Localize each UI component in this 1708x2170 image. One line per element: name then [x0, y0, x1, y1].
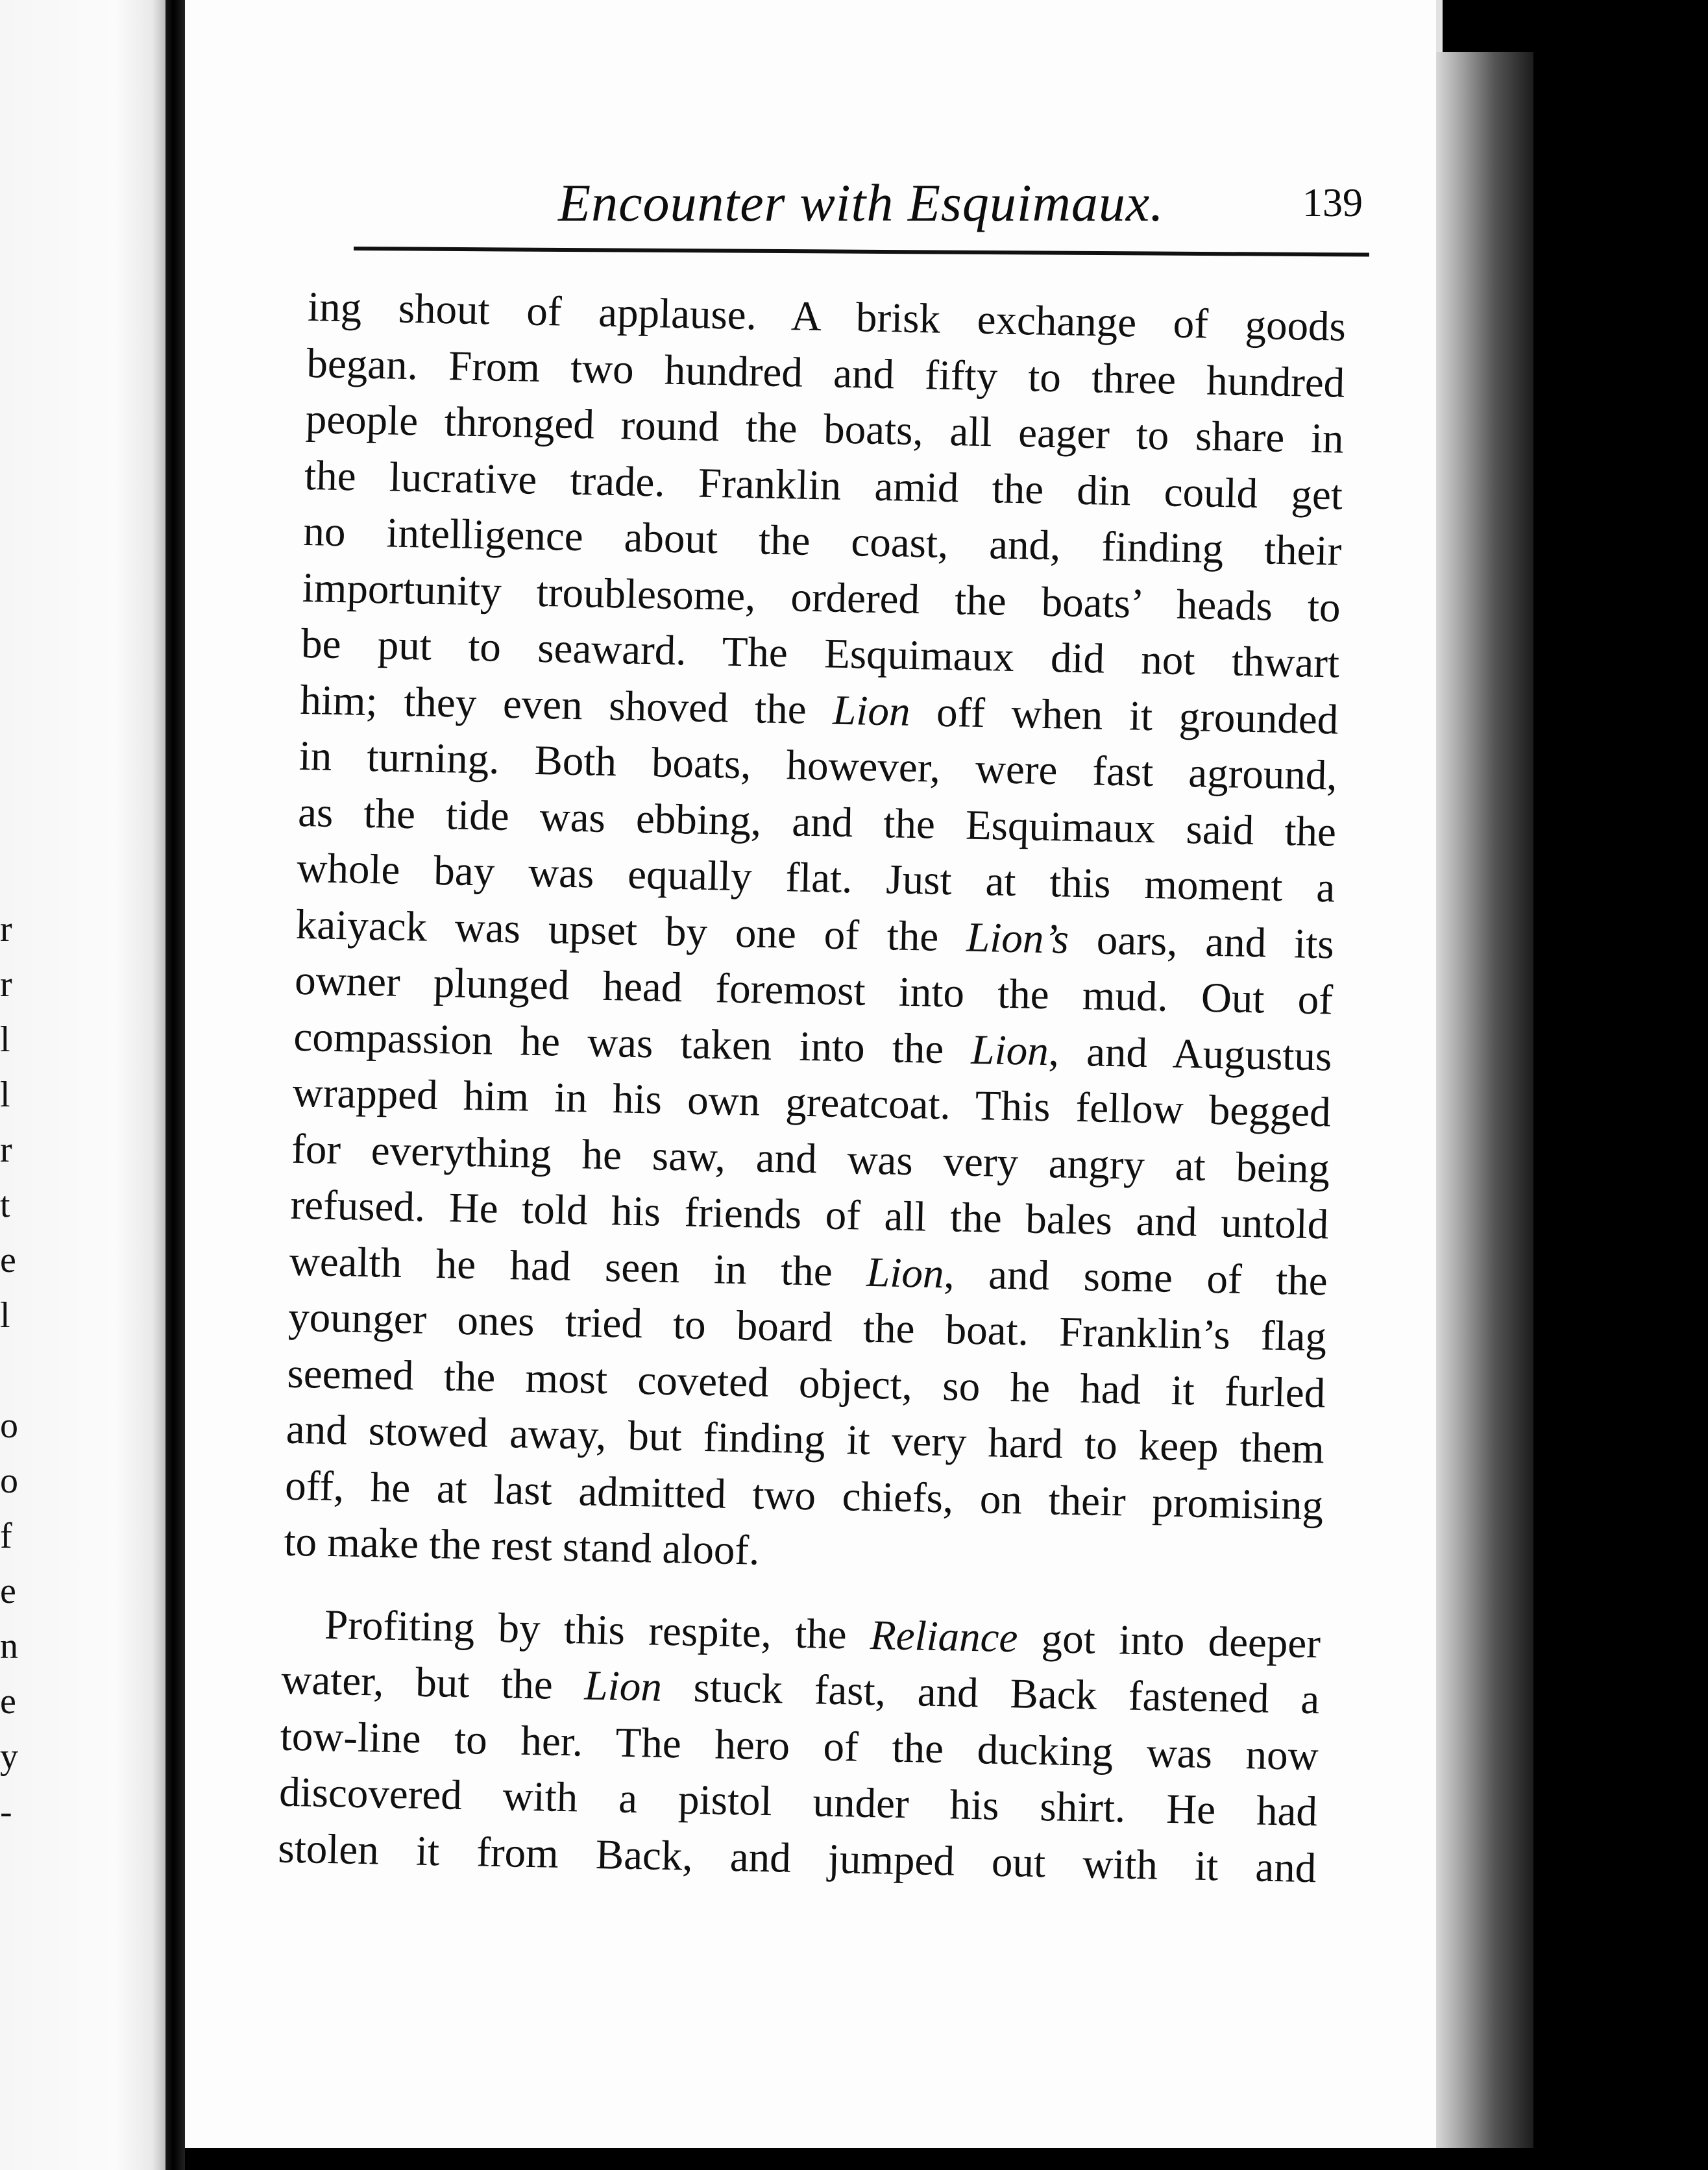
body-text: [278, 279, 1347, 1896]
text-line: whole bay was equally flat. Just at this moment a: [296, 844, 1336, 912]
facing-page-letter: l: [0, 1295, 10, 1335]
facing-page-letter: n: [0, 1626, 18, 1666]
facing-page-letter: r: [0, 964, 12, 1005]
text-line: for everything he saw, and was very angry at being: [291, 1125, 1330, 1192]
paragraph: [284, 279, 1347, 1590]
text-line: in turning. Both boats, however, were fast aground,: [299, 732, 1338, 799]
text-line: Profiting by this respite, the Reliance got into deeper: [324, 1601, 1321, 1667]
text-line: importunity troublesome, ordered the boats’ heads to: [302, 564, 1341, 631]
text-line: as the tide was ebbing, and the Esquimaux said the: [297, 788, 1337, 856]
facing-page-letter: [0, 1343, 26, 1398]
text-line: people thronged round the boats, all eager to share in: [305, 395, 1345, 463]
text-line: began. From two hundred and fifty to three hundred: [306, 339, 1345, 407]
paragraph: [278, 1596, 1321, 1896]
text-line: wealth he had seen in the Lion, and some of the: [289, 1237, 1328, 1304]
text-line: owner plunged head foremost into the mud. Out of: [294, 957, 1334, 1024]
facing-page-letter: l: [0, 1019, 10, 1060]
text-line: off, he at last admitted two chiefs, on their promising: [284, 1462, 1324, 1529]
text-line: younger ones tried to board the boat. Franklin’s flag: [287, 1293, 1327, 1361]
text-line: discovered with a pistol under his shirt. He had: [278, 1768, 1318, 1836]
text-line: to make the rest stand aloof.: [283, 1518, 761, 1574]
running-head: Encounter with Esquimaux.: [558, 173, 1164, 232]
text-line: no intelligence about the coast, and, finding their: [302, 507, 1342, 575]
text-line: water, but the Lion stuck fast, and Back fastened a: [280, 1656, 1320, 1724]
facing-page: [0, 0, 165, 2170]
text-line: tow-line to her. The hero of the ducking was now: [280, 1713, 1319, 1779]
text-line: compassion he was taken into the Lion, and Augustus: [293, 1013, 1332, 1080]
facing-page-letter: e: [0, 1681, 16, 1722]
text-line: ing shout of applause. A brisk exchange of goods: [307, 283, 1347, 350]
facing-page-letter: o: [0, 1406, 18, 1446]
text-line: the lucrative trade. Franklin amid the din could get: [304, 452, 1343, 519]
text-line: seemed the most coveted object, so he had it furled: [286, 1350, 1326, 1417]
facing-page-letter: y: [0, 1737, 18, 1777]
facing-page-letter: o: [0, 1461, 18, 1501]
text-line: refused. He told his friends of all the bales and untold: [289, 1181, 1330, 1249]
facing-page-letter: l: [0, 1075, 10, 1115]
facing-page-letter: e: [0, 1571, 16, 1611]
text-line: be put to seaward. The Esquimaux did not thwart: [300, 620, 1340, 687]
facing-page-letter: f: [0, 1516, 12, 1556]
text-line: kaiyack was upset by one of the Lion’s oars, and its: [295, 901, 1335, 968]
facing-page-edge-text: [0, 902, 26, 1840]
page-number: 139: [1302, 181, 1363, 225]
facing-page-letter: t: [0, 1185, 10, 1225]
text-line: him; they even shoved the Lion off when it grounded: [299, 676, 1339, 744]
text-line: wrapped him in his own greatcoat. This fellow begged: [292, 1069, 1332, 1136]
facing-page-letter: e: [0, 1240, 16, 1280]
text-line: and stowed away, but finding it very hard to keep them: [286, 1406, 1325, 1473]
facing-page-letter: r: [0, 909, 12, 949]
page-edge-shadow: [1436, 52, 1533, 2148]
page-header: [363, 173, 1382, 250]
facing-page-letter: -: [0, 1792, 12, 1832]
text-line: stolen it from Back, and jumped out with it and: [277, 1825, 1317, 1892]
facing-page-letter: r: [0, 1130, 12, 1170]
book-gutter: [165, 0, 185, 2170]
